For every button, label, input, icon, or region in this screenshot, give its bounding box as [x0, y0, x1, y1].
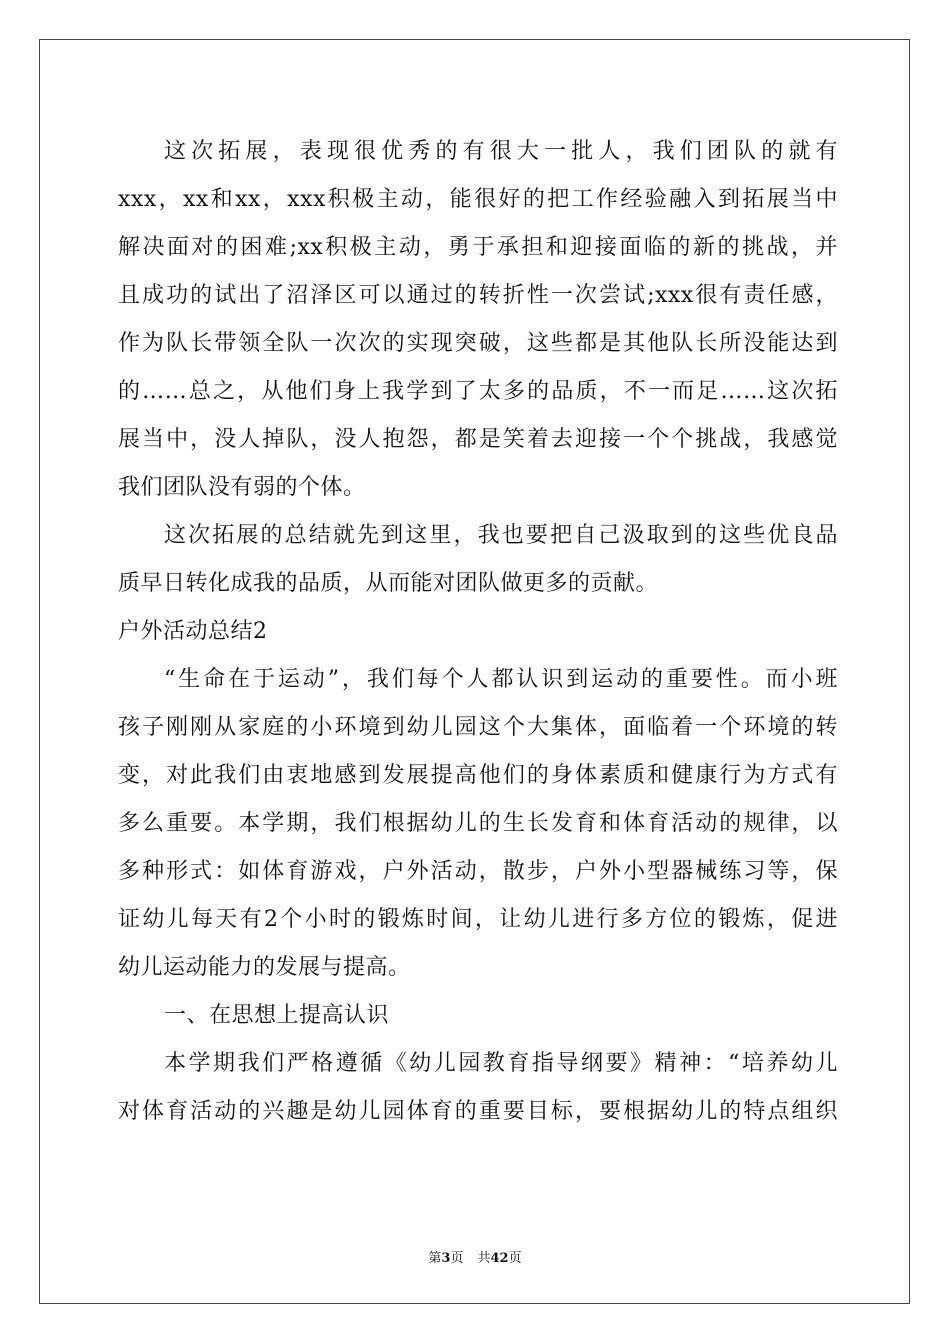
text-line: 一、在思想上提高认识: [164, 1003, 390, 1028]
paragraph: [118, 656, 838, 992]
document-body: [118, 128, 838, 1136]
text-line: 这次拓展的总结就先到这里，我也要把自己汲取到的这些优良品: [164, 523, 838, 548]
text-line: 作为队长带领全队一次次的实现突破，这些都是其他队长所没能达到: [118, 331, 838, 356]
text-line: 这次拓展，表现很优秀的有很大一批人，我们团队的就有: [164, 139, 838, 164]
section-heading: [118, 608, 838, 656]
footer-page-number: 3: [441, 1251, 451, 1266]
text-line: xxx，xx和xx，xxx积极主动，能很好的把工作经验融入到拓展当中: [118, 187, 838, 212]
footer-page-suffix: 页: [450, 1251, 464, 1266]
text-line: 变，对此我们由衷地感到发展提高他们的身体素质和健康行为方式有: [118, 763, 838, 788]
text-line: 解决面对的困难;xx积极主动，勇于承担和迎接面临的新的挑战，并: [118, 235, 838, 260]
text-line: “生命在于运动”，我们每个人都认识到运动的重要性。而小班: [164, 667, 838, 692]
paragraph: [118, 128, 838, 512]
text-line: 户外活动总结2: [118, 619, 268, 644]
text-line: 质早日转化成我的品质，从而能对团队做更多的贡献。: [118, 571, 659, 596]
section-heading: [118, 992, 838, 1040]
text-line: 孩子刚刚从家庭的小环境到幼儿园这个大集体，面临着一个环境的转: [118, 715, 838, 740]
page-footer: [0, 1247, 950, 1266]
footer-total-suffix: 页: [508, 1251, 522, 1266]
footer-total-pages: 42: [490, 1251, 509, 1266]
text-line: 且成功的试出了沼泽区可以通过的转折性一次尝试;xxx很有责任感，: [118, 283, 838, 308]
text-line: 对体育活动的兴趣是幼儿园体育的重要目标，要根据幼儿的特点组织: [118, 1099, 838, 1124]
footer-page-prefix: 第: [428, 1251, 442, 1266]
text-line: 我们团队没有弱的个体。: [118, 475, 366, 500]
text-line: 的……总之，从他们身上我学到了太多的品质，不一而足……这次拓: [118, 379, 838, 404]
footer-total-prefix: 共: [477, 1251, 491, 1266]
text-line: 展当中，没人掉队，没人抱怨，都是笑着去迎接一个个挑战，我感觉: [118, 427, 838, 452]
paragraph: [118, 512, 838, 608]
text-line: 幼儿运动能力的发展与提高。: [118, 955, 411, 980]
paragraph: [118, 1040, 838, 1136]
text-line: 多种形式：如体育游戏，户外活动，散步，户外小型器械练习等，保: [118, 859, 838, 884]
text-line: 多么重要。本学期，我们根据幼儿的生长发育和体育活动的规律，以: [118, 811, 838, 836]
text-line: 本学期我们严格遵循《幼儿园教育指导纲要》精神：“培养幼儿: [164, 1051, 838, 1076]
text-line: 证幼儿每天有2个小时的锻炼时间，让幼儿进行多方位的锻炼，促进: [118, 907, 838, 932]
